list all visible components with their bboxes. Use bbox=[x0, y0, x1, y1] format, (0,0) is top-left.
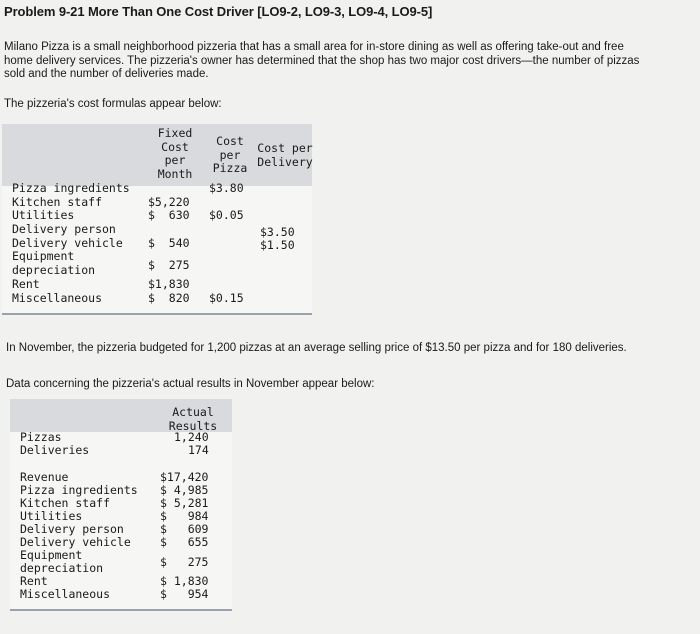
actual-row-value: $ 984 bbox=[160, 509, 209, 523]
cost-fixed-value: $1,830 bbox=[148, 277, 190, 291]
actual-row-label: depreciation bbox=[20, 561, 104, 575]
table-bottom-rule bbox=[2, 313, 312, 315]
cost-pizza-value: $3.80 bbox=[209, 181, 244, 195]
cost-row-label: Delivery person bbox=[12, 222, 116, 236]
actual-row-value: $ 5,281 bbox=[160, 496, 209, 510]
actual-row-value: $ 954 bbox=[160, 587, 209, 601]
actual-intro: Data concerning the pizzeria's actual results in November appear below: bbox=[6, 378, 375, 390]
actual-row-label: Rent bbox=[20, 574, 48, 588]
cost-fixed-value: $ 540 bbox=[148, 236, 190, 250]
cost-fixed-value: $5,220 bbox=[148, 195, 190, 209]
cost-row-label: Equipment bbox=[12, 249, 75, 263]
cost-fixed-value: $ 275 bbox=[148, 258, 190, 272]
cost-row-label: Miscellaneous bbox=[12, 291, 103, 305]
cost-row-label: depreciation bbox=[12, 263, 96, 277]
table-bottom-rule bbox=[10, 609, 232, 611]
cost-delivery-value: $1.50 bbox=[260, 238, 295, 252]
actual-row-value: $17,420 bbox=[160, 470, 209, 484]
cost-row-label: Utilities bbox=[12, 208, 75, 222]
actual-row-label: Pizza ingredients bbox=[20, 483, 138, 497]
activity-label: Pizzas bbox=[20, 430, 62, 444]
actual-row-label: Delivery person bbox=[20, 522, 124, 536]
cost-fixed-value: $ 630 bbox=[148, 208, 190, 222]
actual-row-value: $ 655 bbox=[160, 535, 209, 549]
cost-row-label: Delivery vehicle bbox=[12, 236, 123, 250]
actual-row-value: $ 1,830 bbox=[160, 574, 209, 588]
cost-fixed-value: $ 820 bbox=[148, 291, 190, 305]
cost-row-label: Rent bbox=[12, 277, 40, 291]
budget-paragraph: In November, the pizzeria budgeted for 1,200 pizzas at an average selling price of $13.50 per pizza and for 180 deliveries. bbox=[6, 342, 627, 354]
actual-row-label: Revenue bbox=[20, 470, 69, 484]
intro-paragraph: Milano Pizza is a small neighborhood pizzeria that has a small area for in-store dining as well as offering take-out and free home delivery services. The pizzeria's owner has determined that the shop has two major cost drivers—the number of pizzas sold and the number of deliveries made. bbox=[4, 41, 640, 80]
actual-row-label: Kitchen staff bbox=[20, 496, 111, 510]
actual-row-label: Delivery vehicle bbox=[20, 535, 131, 549]
header-actual-results: Actual Results bbox=[168, 405, 218, 433]
formulas-intro: The pizzeria's cost formulas appear below: bbox=[4, 98, 222, 110]
cost-delivery-value: $3.50 bbox=[260, 225, 295, 239]
header-cost-per-delivery: Cost per Delivery bbox=[257, 141, 313, 169]
activity-value: 1,240 bbox=[174, 430, 209, 444]
cost-row-label: Kitchen staff bbox=[12, 195, 103, 209]
cost-pizza-value: $0.15 bbox=[209, 291, 244, 305]
actual-row-label: Miscellaneous bbox=[20, 587, 111, 601]
activity-label: Deliveries bbox=[20, 443, 90, 457]
cost-pizza-value: $0.05 bbox=[209, 208, 244, 222]
actual-row-label: Utilities bbox=[20, 509, 83, 523]
activity-value: 174 bbox=[188, 443, 209, 457]
actual-row-value: $ 4,985 bbox=[160, 483, 209, 497]
actual-row-label: Equipment bbox=[20, 548, 83, 562]
header-fixed-cost: Fixed Cost per Month bbox=[157, 126, 193, 181]
actual-row-value: $ 275 bbox=[160, 555, 209, 569]
cost-row-label: Pizza ingredients bbox=[12, 181, 130, 195]
problem-title: Problem 9-21 More Than One Cost Driver [LO9-2, LO9-3, LO9-4, LO9-5] bbox=[4, 4, 433, 19]
header-cost-per-pizza: Cost per Pizza bbox=[212, 134, 248, 175]
actual-row-value: $ 609 bbox=[160, 522, 209, 536]
